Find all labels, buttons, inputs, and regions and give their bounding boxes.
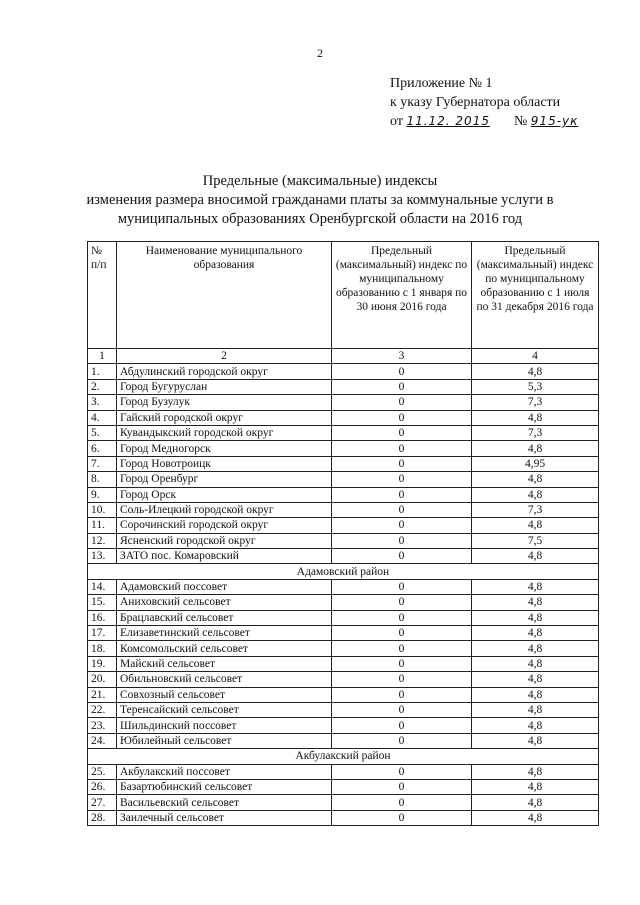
table-row <box>88 410 599 425</box>
index-first-half: 0 <box>332 441 472 456</box>
row-number: 18. <box>88 641 117 656</box>
index-second-half: 4,8 <box>472 718 599 733</box>
index-first-half: 0 <box>332 810 472 825</box>
district-adamovsky <box>88 564 599 579</box>
district-row <box>88 564 599 579</box>
row-number: 5. <box>88 425 117 440</box>
municipality-name: Васильевский сельсовет <box>117 795 332 810</box>
municipality-name: Сорочинский городской округ <box>117 518 332 533</box>
row-number: 21. <box>88 687 117 702</box>
municipality-name: Елизаветинский сельсовет <box>117 626 332 641</box>
row-number: 13. <box>88 549 117 564</box>
col-number: 2 <box>117 349 332 364</box>
index-second-half: 4,8 <box>472 687 599 702</box>
index-second-half: 4,8 <box>472 472 599 487</box>
municipality-name: Базартюбинский сельсовет <box>117 779 332 794</box>
municipality-name: Шильдинский поссовет <box>117 718 332 733</box>
index-second-half: 4,8 <box>472 364 599 379</box>
row-number: 10. <box>88 502 117 517</box>
row-number: 28. <box>88 810 117 825</box>
municipality-name: Абдулинский городской округ <box>117 364 332 379</box>
header-index-h1: Предельный (максимальный) индекс по муниципальному образованию с 1 января по 30 июня 2016 года <box>332 242 472 349</box>
municipality-name: Город Бузулук <box>117 395 332 410</box>
municipality-name: Адамовский поссовет <box>117 579 332 594</box>
table-body-cities <box>88 364 599 564</box>
index-second-half: 4,95 <box>472 456 599 471</box>
index-first-half: 0 <box>332 733 472 748</box>
municipality-name: Совхозный сельсовет <box>117 687 332 702</box>
index-first-half: 0 <box>332 610 472 625</box>
row-number: 24. <box>88 733 117 748</box>
row-number: 25. <box>88 764 117 779</box>
row-number: 9. <box>88 487 117 502</box>
table-row <box>88 610 599 625</box>
index-second-half: 4,8 <box>472 595 599 610</box>
index-first-half: 0 <box>332 687 472 702</box>
index-first-half: 0 <box>332 395 472 410</box>
table-row <box>88 641 599 656</box>
index-second-half: 7,3 <box>472 395 599 410</box>
municipality-name: Город Новотроицк <box>117 456 332 471</box>
row-number: 17. <box>88 626 117 641</box>
index-first-half: 0 <box>332 595 472 610</box>
index-first-half: 0 <box>332 718 472 733</box>
index-first-half: 0 <box>332 702 472 717</box>
index-second-half: 5,3 <box>472 379 599 394</box>
index-first-half: 0 <box>332 502 472 517</box>
index-second-half: 4,8 <box>472 795 599 810</box>
table-row <box>88 379 599 394</box>
appendix-number-sign: № <box>513 114 528 129</box>
index-second-half: 4,8 <box>472 410 599 425</box>
row-number: 7. <box>88 456 117 471</box>
col-number: 1 <box>88 349 117 364</box>
index-first-half: 0 <box>332 410 472 425</box>
header-number: № п/п <box>88 242 117 349</box>
index-first-half: 0 <box>332 533 472 548</box>
index-second-half: 4,8 <box>472 549 599 564</box>
row-number: 11. <box>88 518 117 533</box>
table-row <box>88 549 599 564</box>
table-row <box>88 595 599 610</box>
table-row <box>88 626 599 641</box>
title-line-1: Предельные (максимальные) индексы <box>202 173 438 189</box>
municipality-name: Комсомольский сельсовет <box>117 641 332 656</box>
municipality-name: Ясненский городской округ <box>117 533 332 548</box>
municipality-name: Аниховский сельсовет <box>117 595 332 610</box>
table-row <box>88 687 599 702</box>
table-row <box>88 441 599 456</box>
row-number: 14. <box>88 579 117 594</box>
row-number: 22. <box>88 702 117 717</box>
table-row <box>88 810 599 825</box>
row-number: 19. <box>88 656 117 671</box>
district-name: Адамовский район <box>88 564 599 579</box>
appendix-from: от <box>390 114 403 129</box>
table-row <box>88 764 599 779</box>
row-number: 20. <box>88 672 117 687</box>
appendix-number: 915-ук <box>530 114 579 128</box>
appendix-decree: к указу Губернатора области <box>390 95 561 110</box>
header-index-h2: Предельный (максимальный) индекс по муниципальному образованию с 1 июля по 31 декабря 2016 года <box>472 242 599 349</box>
index-second-half: 4,8 <box>472 764 599 779</box>
municipality-name: Кувандыкский городской округ <box>117 425 332 440</box>
table-row <box>88 779 599 794</box>
district-name: Акбулакский район <box>88 749 599 764</box>
table-row <box>88 672 599 687</box>
appendix-date-line <box>390 112 577 131</box>
table-row <box>88 518 599 533</box>
index-first-half: 0 <box>332 656 472 671</box>
municipality-name: ЗАТО пос. Комаровский <box>117 549 332 564</box>
index-second-half: 4,8 <box>472 672 599 687</box>
row-number: 12. <box>88 533 117 548</box>
table-row <box>88 579 599 594</box>
row-number: 8. <box>88 472 117 487</box>
index-first-half: 0 <box>332 641 472 656</box>
municipality-name: Обильновский сельсовет <box>117 672 332 687</box>
index-first-half: 0 <box>332 626 472 641</box>
municipality-name: Юбилейный сельсовет <box>117 733 332 748</box>
appendix-block <box>390 74 577 131</box>
index-first-half: 0 <box>332 379 472 394</box>
row-number: 15. <box>88 595 117 610</box>
row-number: 6. <box>88 441 117 456</box>
index-second-half: 4,8 <box>472 610 599 625</box>
row-number: 16. <box>88 610 117 625</box>
row-number: 26. <box>88 779 117 794</box>
district-akbulaksky <box>88 749 599 764</box>
index-first-half: 0 <box>332 779 472 794</box>
table-row <box>88 472 599 487</box>
table-row <box>88 425 599 440</box>
index-second-half: 4,8 <box>472 487 599 502</box>
index-second-half: 7,5 <box>472 533 599 548</box>
municipality-name: Акбулакский поссовет <box>117 764 332 779</box>
table-row <box>88 502 599 517</box>
index-second-half: 4,8 <box>472 733 599 748</box>
row-number: 2. <box>88 379 117 394</box>
col-number: 3 <box>332 349 472 364</box>
index-second-half: 4,8 <box>472 518 599 533</box>
municipality-name: Гайский городской округ <box>117 410 332 425</box>
table-body-adamovsky <box>88 579 599 748</box>
table-row <box>88 795 599 810</box>
index-first-half: 0 <box>332 518 472 533</box>
index-second-half: 4,8 <box>472 626 599 641</box>
row-number: 23. <box>88 718 117 733</box>
index-first-half: 0 <box>332 672 472 687</box>
index-first-half: 0 <box>332 549 472 564</box>
row-number: 27. <box>88 795 117 810</box>
index-second-half: 4,8 <box>472 441 599 456</box>
table-body-akbulaksky <box>88 764 599 826</box>
table-row <box>88 733 599 748</box>
index-second-half: 7,3 <box>472 425 599 440</box>
table-row <box>88 487 599 502</box>
document-title <box>40 172 600 229</box>
municipality-name: Город Бугуруслан <box>117 379 332 394</box>
index-first-half: 0 <box>332 425 472 440</box>
table-row <box>88 364 599 379</box>
title-line-3: муниципальных образованиях Оренбургской области на 2016 год <box>117 211 523 227</box>
index-first-half: 0 <box>332 472 472 487</box>
index-first-half: 0 <box>332 364 472 379</box>
appendix-title: Приложение № 1 <box>390 76 493 91</box>
municipality-name: Теренсайский сельсовет <box>117 702 332 717</box>
district-row <box>88 749 599 764</box>
municipality-name: Город Оренбург <box>117 472 332 487</box>
title-line-2: изменения размера вносимой гражданами платы за коммунальные услуги в <box>86 192 554 208</box>
index-second-half: 7,3 <box>472 502 599 517</box>
col-number: 4 <box>472 349 599 364</box>
table-row <box>88 656 599 671</box>
municipality-name: Соль-Илецкий городской округ <box>117 502 332 517</box>
index-second-half: 4,8 <box>472 702 599 717</box>
index-first-half: 0 <box>332 456 472 471</box>
index-second-half: 4,8 <box>472 810 599 825</box>
column-number-row <box>88 349 599 364</box>
index-second-half: 4,8 <box>472 779 599 794</box>
indices-table <box>87 241 599 826</box>
row-number: 1. <box>88 364 117 379</box>
municipality-name: Город Орск <box>117 487 332 502</box>
index-second-half: 4,8 <box>472 641 599 656</box>
table-row <box>88 395 599 410</box>
table-row <box>88 718 599 733</box>
index-first-half: 0 <box>332 795 472 810</box>
index-first-half: 0 <box>332 764 472 779</box>
appendix-date: 11.12. 2015 <box>406 114 490 128</box>
page-number: 2 <box>317 46 323 60</box>
index-second-half: 4,8 <box>472 656 599 671</box>
table-row <box>88 456 599 471</box>
municipality-name: Город Медногорск <box>117 441 332 456</box>
index-first-half: 0 <box>332 487 472 502</box>
index-first-half: 0 <box>332 579 472 594</box>
row-number: 4. <box>88 410 117 425</box>
municipality-name: Майский сельсовет <box>117 656 332 671</box>
municipality-name: Брацлавский сельсовет <box>117 610 332 625</box>
table-row <box>88 702 599 717</box>
row-number: 3. <box>88 395 117 410</box>
municipality-name: Заилечный сельсовет <box>117 810 332 825</box>
index-second-half: 4,8 <box>472 579 599 594</box>
table-header-row <box>88 242 599 349</box>
header-name: Наименование муниципального образования <box>117 242 332 349</box>
table-row <box>88 533 599 548</box>
